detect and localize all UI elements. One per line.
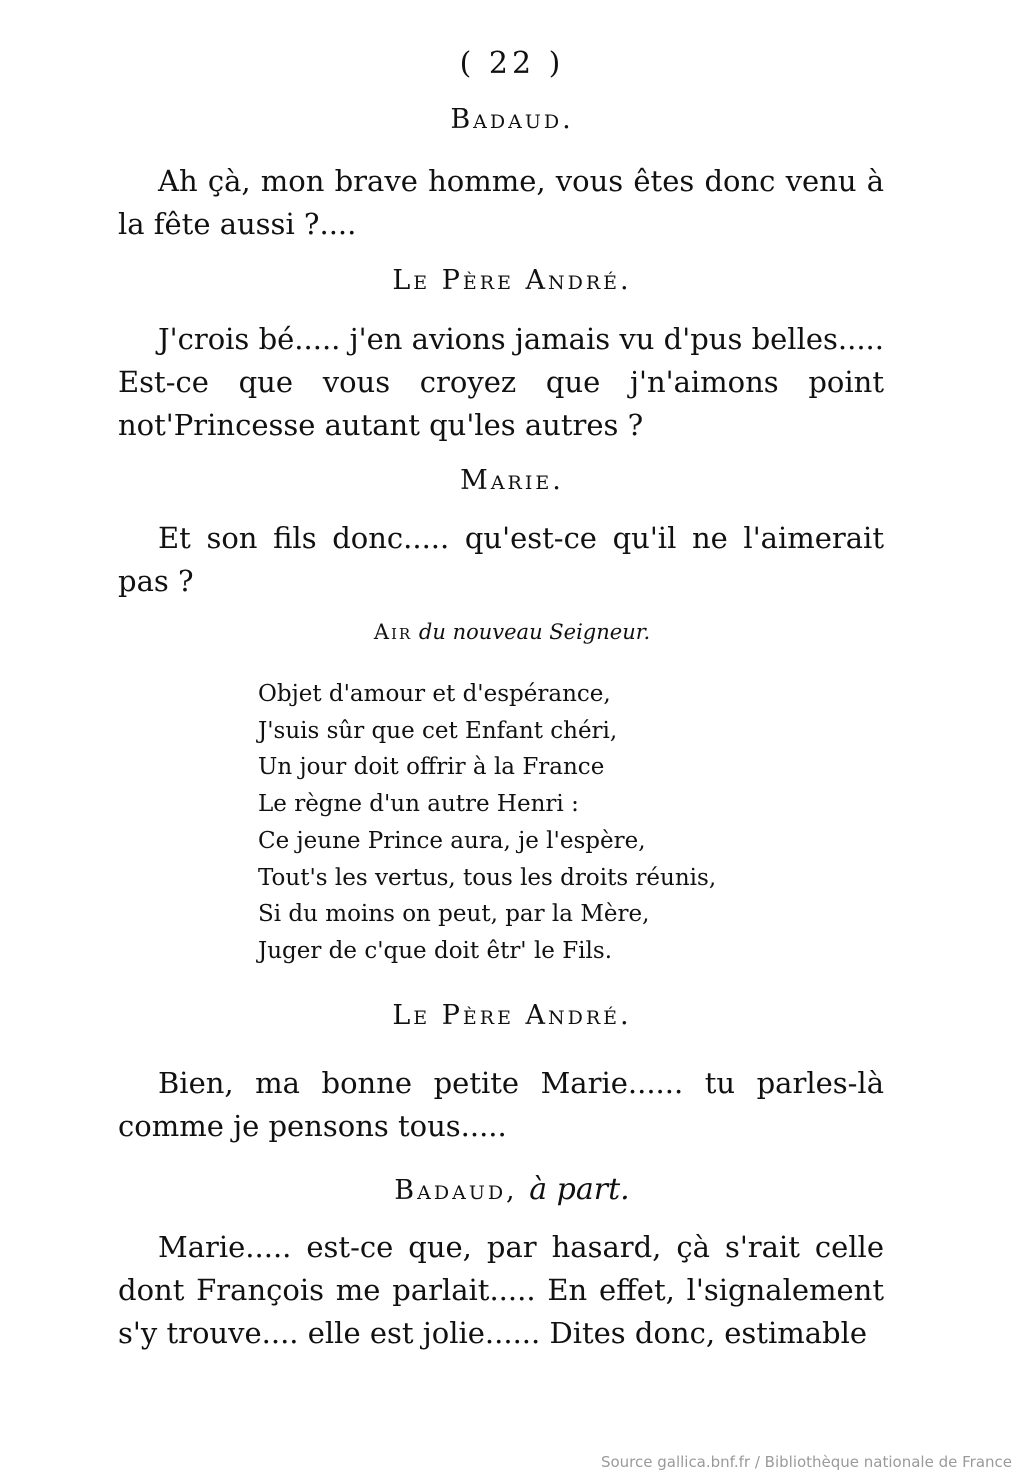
- verse-line: Un jour doit offrir à la France: [258, 754, 605, 781]
- speaker-heading: Le Père André.: [392, 265, 632, 296]
- dialogue-paragraph: Bien, ma bonne petite Marie...... tu parles-là comme je pensons tous.....: [118, 1066, 884, 1143]
- speaker-heading: Marie.: [460, 465, 564, 496]
- speaker-heading: Badaud.: [450, 104, 574, 135]
- air-label: Air: [373, 620, 413, 644]
- song-verse: [258, 676, 818, 970]
- speaker-heading-with-aside: [0, 1172, 1024, 1207]
- page-number: ( 22 ): [459, 46, 565, 81]
- verse-line: J'suis sûr que cet Enfant chéri,: [258, 717, 618, 744]
- dialogue-paragraph: Ah çà, mon brave homme, vous êtes donc venu à la fête aussi ?....: [118, 164, 884, 241]
- air-title: du nouveau Seigneur.: [418, 620, 651, 644]
- speaker-heading: Le Père André.: [392, 1000, 632, 1031]
- dialogue-paragraph: J'crois bé..... j'en avions jamais vu d'pus belles..... Est-ce que vous croyez que j'n'aimons point not'Princesse autant qu'les autres ?: [118, 322, 884, 442]
- source-attribution: Source gallica.bnf.fr / Bibliothèque nationale de France: [600, 1453, 1012, 1471]
- verse-line: Objet d'amour et d'espérance,: [258, 681, 611, 707]
- air-heading: [0, 620, 1024, 644]
- speaker-name: Badaud,: [394, 1175, 518, 1206]
- verse-line: Si du moins on peut, par la Mère,: [258, 901, 650, 928]
- verse-line: Juger de c'que doit êtr' le Fils.: [258, 937, 613, 964]
- verse-line: Ce jeune Prince aura, je l'espère,: [258, 827, 646, 854]
- dialogue-paragraph: Marie..... est-ce que, par hasard, çà s'rait celle dont François me parlait..... En effet, l'signalement s'y trouve.... elle est jolie...... Dites donc, estimable: [118, 1230, 884, 1350]
- verse-line: Tout's les vertus, tous les droits réunis,: [258, 864, 717, 891]
- verse-line: Le règne d'un autre Henri :: [258, 791, 579, 818]
- stage-direction: à part.: [529, 1172, 630, 1207]
- dialogue-paragraph: Et son fils donc..... qu'est-ce qu'il ne l'aimerait pas ?: [118, 521, 884, 598]
